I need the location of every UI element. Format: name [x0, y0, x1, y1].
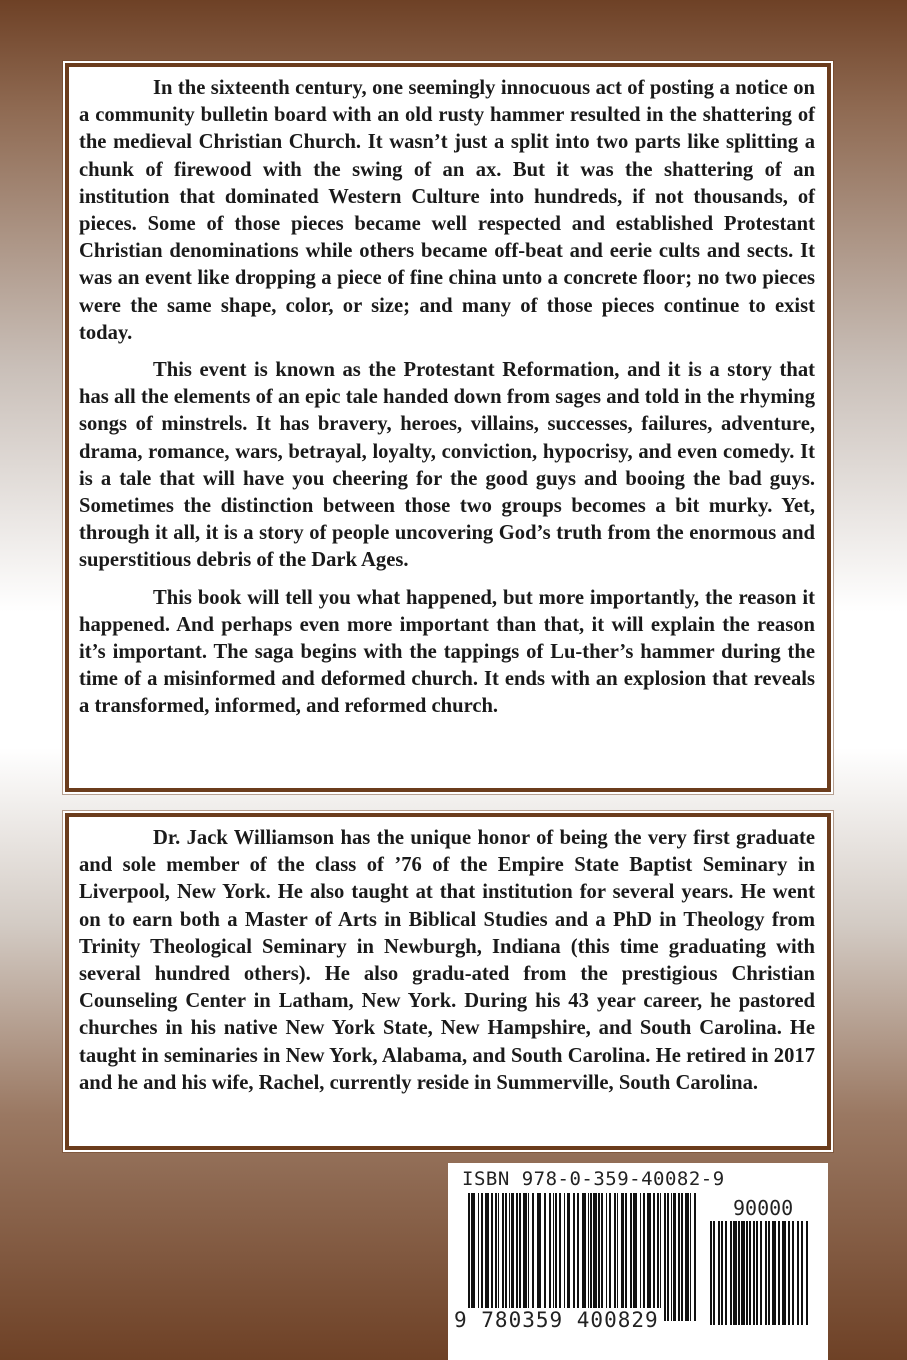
description-paragraph-1: In the sixteenth century, one seemingly innocuous act of posting a notice on a community bulletin board with an old rusty hammer resulted in the shattering of the medieval Christian Church. It wasn’t just a split into two parts like splitting a chunk of firewood with the swing of an ax. But it was the shattering of an institution that dominated Western Culture into hundreds, if not thousands, of pieces. Some of those pieces became well respected and established Protestant Christian denominations while others became off-beat and eerie cults and sects. It was an event like dropping a piece of fine china unto a concrete floor; no two pieces were the same shape, color, or size; and many of those pieces continue to exist today.	[79, 77, 815, 344]
description-paragraph-2: This event is known as the Protestant Reformation, and it is a story that has all the elements of an epic tale handed down from sages and told in the rhyming songs of minstrels. It has bravery, heroes, villains, successes, failures, adventure, drama, romance, wars, betrayal, loyalty, conviction, hypocrisy, and even comedy. It is a tale that will have you cheering for the good guys and booing the bad guys. Sometimes the distinction between those two groups becomes a bit murky. Yet, through it all, it is a story of people uncovering God’s truth from the enormous and superstitious debris of the Dark Ages.	[79, 359, 815, 572]
ean-digits: 9 780359 400829	[454, 1308, 659, 1332]
barcode-bar	[660, 1193, 661, 1321]
barcode-bar	[498, 1193, 499, 1321]
barcode-bar	[519, 1193, 521, 1321]
barcode-bar	[577, 1193, 579, 1321]
barcode-bar	[593, 1193, 597, 1321]
barcode-bar	[746, 1221, 748, 1325]
barcode-bar	[485, 1193, 489, 1321]
barcode-bar	[573, 1193, 575, 1321]
author-bio-panel	[65, 813, 831, 1150]
barcode-bar	[681, 1193, 683, 1321]
barcode-bar	[778, 1221, 780, 1325]
barcode-bar	[721, 1221, 723, 1325]
isbn-barcode-box	[448, 1163, 828, 1360]
barcode-bar	[806, 1221, 808, 1325]
barcode-bar	[617, 1193, 618, 1321]
barcode-bar	[468, 1193, 470, 1321]
barcode-bar	[553, 1193, 554, 1321]
barcode-bar	[647, 1193, 651, 1321]
barcode-bar	[544, 1193, 546, 1321]
barcode-bar	[516, 1193, 518, 1321]
barcode-bar	[772, 1221, 776, 1325]
barcode-bar	[741, 1221, 745, 1325]
barcode-bar	[753, 1221, 755, 1325]
barcode-bar	[760, 1221, 762, 1325]
barcode-bar	[738, 1221, 740, 1325]
book-description-panel	[65, 63, 831, 792]
barcode-bar	[601, 1193, 603, 1321]
barcode-bar	[478, 1193, 479, 1321]
barcode-bar	[582, 1193, 586, 1321]
description-paragraph-3: This book will tell you what happened, but more importantly, the reason it happened. And perhaps even more important than that, it will explain the reason it’s important. The saga begins with the tappings of Lu-ther’s hammer during the time of a misinformed and deformed church. It ends with an explosion that reveals a transformed, informed, and reformed church.	[79, 586, 815, 718]
barcode-bar	[730, 1221, 732, 1325]
barcode-bar	[678, 1193, 680, 1321]
barcode-bar	[801, 1221, 803, 1325]
barcode-bar	[749, 1221, 751, 1325]
barcode-bar	[621, 1193, 624, 1321]
barcode-bar	[667, 1193, 669, 1321]
barcode-bar	[756, 1221, 758, 1325]
barcode-bar	[471, 1193, 475, 1321]
ean13-barcode	[468, 1193, 700, 1321]
barcode-bar	[733, 1221, 737, 1325]
barcode-bar	[792, 1221, 794, 1325]
barcode-bar	[532, 1193, 534, 1321]
barcode-bar	[614, 1193, 616, 1321]
barcode-bar	[685, 1193, 689, 1321]
barcode-bar	[718, 1221, 720, 1325]
barcode-bar	[643, 1193, 645, 1321]
barcode-bar	[609, 1193, 611, 1321]
price-addon-barcode	[710, 1221, 810, 1325]
barcode-bar	[797, 1221, 799, 1325]
barcode-bar	[710, 1221, 712, 1325]
barcode-bar	[505, 1193, 507, 1321]
barcode-bar	[495, 1193, 497, 1321]
barcode-bar	[511, 1193, 514, 1321]
barcode-bar	[782, 1221, 786, 1325]
barcode-bar	[588, 1193, 589, 1321]
barcode-bar	[633, 1193, 637, 1321]
barcode-bar	[509, 1193, 510, 1321]
barcode-bar	[671, 1193, 672, 1321]
barcode-bar	[502, 1193, 504, 1321]
barcode-bar	[673, 1193, 676, 1321]
barcode-bar	[664, 1193, 666, 1321]
barcode-bar	[523, 1193, 527, 1321]
isbn-label: ISBN 978-0-359-40082-9	[462, 1168, 725, 1190]
barcode-bar	[555, 1193, 557, 1321]
barcode-bar	[653, 1193, 655, 1321]
barcode-bar	[625, 1193, 627, 1321]
barcode-bar	[528, 1193, 529, 1321]
barcode-bar	[657, 1193, 659, 1321]
barcode-bar	[564, 1193, 565, 1321]
barcode-bar	[765, 1221, 767, 1325]
barcode-bar	[491, 1193, 493, 1321]
barcode-bar	[788, 1221, 790, 1325]
barcode-bar	[481, 1193, 483, 1321]
price-code: 90000	[733, 1196, 794, 1220]
barcode-bar	[630, 1193, 632, 1321]
barcode-bar	[537, 1193, 541, 1321]
barcode-bar	[640, 1193, 641, 1321]
barcode-bar	[690, 1193, 691, 1321]
barcode-bar	[768, 1221, 770, 1325]
barcode-bar	[590, 1193, 592, 1321]
barcode-bar	[606, 1193, 607, 1321]
barcode-bar	[567, 1193, 570, 1321]
barcode-bar	[559, 1193, 561, 1321]
barcode-bar	[549, 1193, 551, 1321]
barcode-bar	[725, 1221, 727, 1325]
author-bio-text: Dr. Jack Williamson has the unique honor of being the very first graduate and sole member of the class of ’76 of the Empire State Baptist Seminary in Liverpool, New York. He also taught at that institution for several years. He went on to earn both a Master of Arts in Biblical Studies and a PhD in Theology from Trinity Theological Seminary in Newburgh, Indiana (this time graduating with several hundred others). He also gradu-ated from the prestigious Christian Counseling Center in Latham, New York. During his 43 year career, he pastored churches in his native New York State, New Hampshire, and South Carolina. He taught in seminaries in New York, Alabama, and South Carolina. He retired in 2017 and he and his wife, Rachel, currently reside in Summerville, South Carolina.	[79, 827, 815, 1094]
barcode-bar	[598, 1193, 600, 1321]
barcode-bar	[694, 1193, 696, 1321]
barcode-bar	[713, 1221, 715, 1325]
